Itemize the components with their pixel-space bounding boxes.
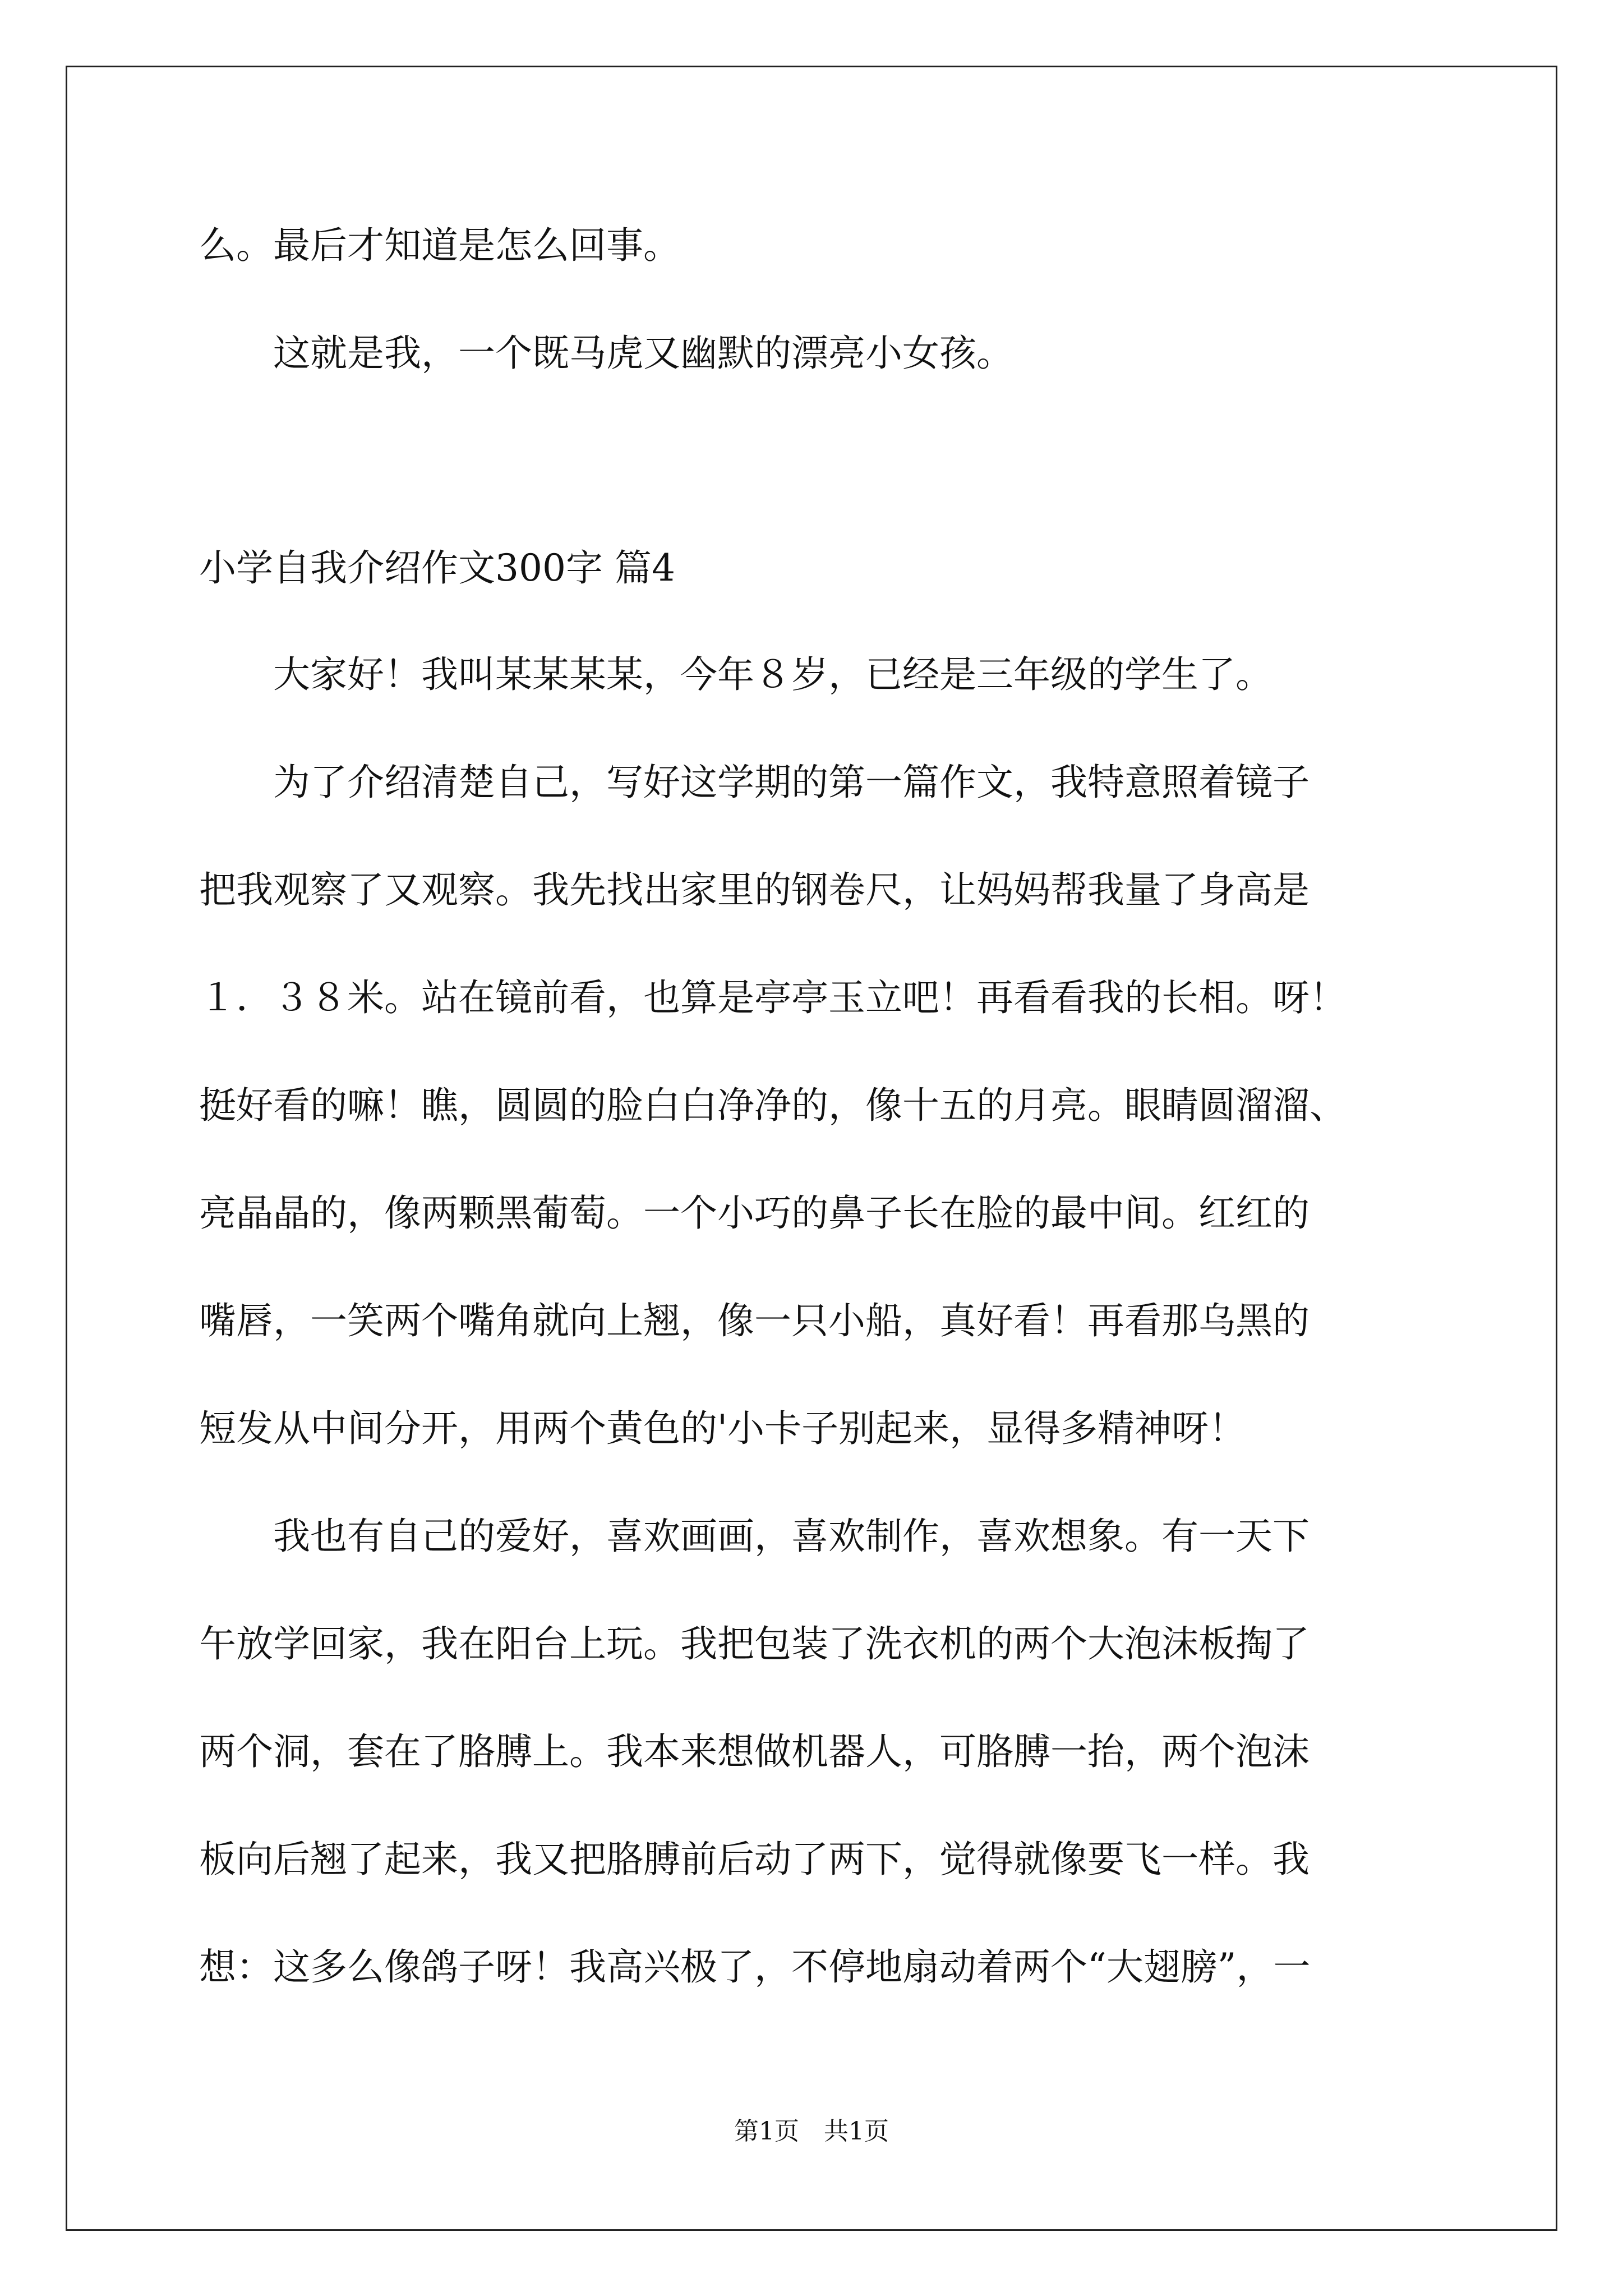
body-line: 午放学回家，我在阳台上玩。我把包装了洗衣机的两个大泡沫板掏了 [199,1622,1310,1665]
body-line: 挺好看的嘛！瞧，圆圆的脸白白净净的，像十五的月亮。眼睛圆溜溜、 [199,1084,1347,1127]
body-line: 我也有自己的爱好，喜欢画画，喜欢制作，喜欢想象。有一天下 [199,1515,1310,1558]
body-line: 想：这多么像鸽子呀！我高兴极了，不停地扇动着两个“大翅膀”，一 [199,1945,1311,1989]
intro-line-2: 这就是我，一个既马虎又幽默的漂亮小女孩。 [199,332,1013,375]
essay-body [199,648,1433,2048]
body-line: 板向后翘了起来，我又把胳膊前后动了两下，觉得就像要飞一样。我 [199,1838,1310,1881]
body-line: 亮晶晶的，像两颗黑葡萄。一个小巧的鼻子长在脸的最中间。红红的 [199,1191,1310,1235]
body-line: 大家好！我叫某某某某，今年８岁，已经是三年级的学生了。 [199,653,1272,696]
intro-paragraphs [199,219,1433,434]
page-number: 第1页 共1页 [734,2117,889,2146]
intro-line-1: 么。最后才知道是怎么回事。 [199,224,680,267]
body-line: 两个洞，套在了胳膊上。我本来想做机器人，可胳膊一抬，两个泡沫 [199,1730,1310,1773]
page-footer [0,2115,1623,2148]
body-line: 为了介绍清楚自己，写好这学期的第一篇作文，我特意照着镜子 [199,761,1310,804]
body-line: １．３８米。站在镜前看，也算是亭亭玉立吧！再看看我的长相。呀！ [199,976,1347,1019]
body-line: 短发从中间分开，用两个黄色的'小卡子别起来，显得多精神呀！ [199,1407,1246,1450]
body-line: 嘴唇，一笑两个嘴角就向上翘，像一只小船，真好看！再看那乌黑的 [199,1299,1310,1342]
section-title: 小学自我介绍作文300字 篇4 [199,546,675,590]
body-line: 把我观察了又观察。我先找出家里的钢卷尺，让妈妈帮我量了身高是 [199,868,1310,912]
